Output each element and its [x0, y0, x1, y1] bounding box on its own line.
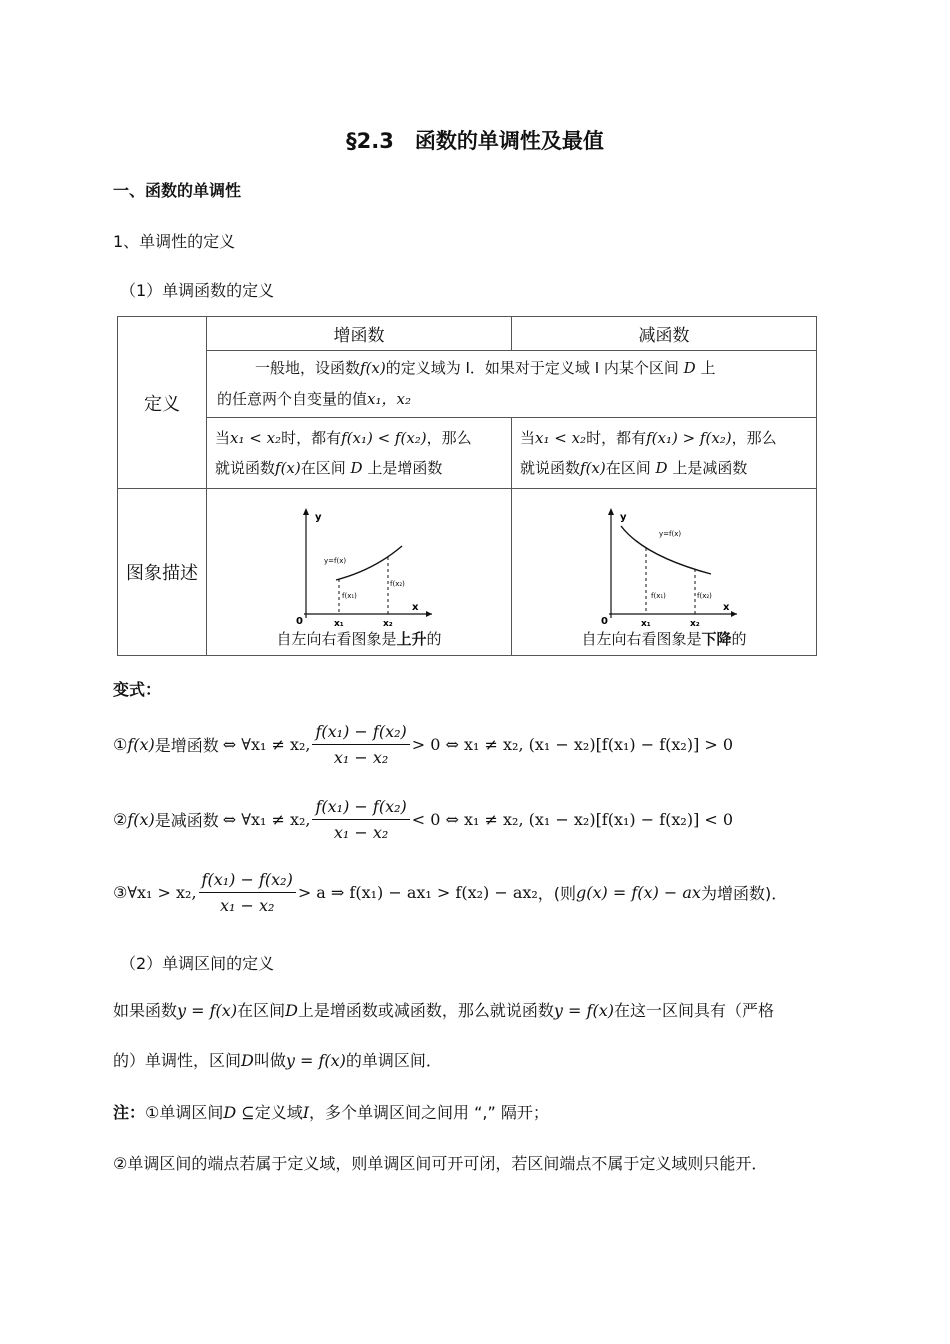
variant-formula-2: ② f(x) 是减函数 ⇔ ∀x₁ ≠ x₂, $\frac{\text{f(x₁) − f(x₂)}}{\text{x₁ − x₂}}$ < 0 ⇔ x₁ ≠ x₂, (x₁ − x₂)[f(x₁) − f(x₂)] < 0 — [113, 797, 734, 842]
y-axis-arrow — [608, 508, 614, 515]
x1-label: x₁ — [641, 618, 651, 626]
variant-formula-3: ③ ∀x₁ > x₂, $\frac{\text{f(x₁) − f(x₂)}}{\text{x₁ − x₂}}$ > a ⇒ f(x₁) − ax₁ > f(x₂) − ax₂ ，(则 g(x) = f(x) − ax 为增函数)． — [113, 870, 788, 915]
interval-definition-line-2: 的）单调性，区间D叫做y = f(x)的单调区间． — [113, 1051, 442, 1070]
x-label: x — [412, 601, 419, 613]
y-label: y — [315, 511, 322, 523]
variants-label: 变式： — [113, 680, 162, 699]
origin-label: 0 — [601, 615, 608, 626]
x-label: x — [723, 601, 730, 613]
col-header-decreasing: 减函数 — [512, 317, 817, 351]
fx1-label: f(x₁) — [342, 591, 357, 600]
interval-definition-line-1: 如果函数y = f(x)在区间D上是增函数或减函数，那么就说函数y = f(x)在这一区间具有（严格 — [113, 1001, 774, 1020]
x2-label: x₂ — [383, 618, 393, 626]
note-line-2: ②单调区间的端点若属于定义域，则单调区间可开可闭，若区间端点不属于定义域则只能开． — [113, 1154, 768, 1173]
fx2-label: f(x₂) — [390, 579, 405, 588]
decreasing-graph-cell — [512, 489, 817, 656]
decreasing-graph — [589, 506, 739, 626]
note-line-1: 注：①单调区间D ⊆定义域I，多个单调区间之间用 “,” 隔开； — [113, 1103, 549, 1122]
row-label-definition: 定义 — [118, 317, 207, 489]
page-title: §2.3 函数的单调性及最值 — [346, 129, 604, 153]
y-axis-arrow — [303, 508, 309, 515]
y-label: y — [620, 511, 627, 523]
decreasing-caption: 自左向右看图象是下降的 — [581, 629, 747, 648]
monotonic-definition-table — [117, 316, 817, 656]
section-heading: 一、函数的单调性 — [113, 181, 242, 200]
fx1-label: f(x₁) — [651, 591, 666, 600]
increasing-graph-cell — [207, 489, 512, 656]
subsubsection-heading-2: （2）单调区间的定义 — [120, 954, 275, 973]
variant-formula-1: ① f(x) 是增函数 ⇔ ∀x₁ ≠ x₂, $\frac{\text{f(x₁) − f(x₂)}}{\text{x₁ − x₂}}$ > 0 ⇔ x₁ ≠ x₂, (x₁ − x₂)[f(x₁) − f(x₂)] > 0 — [113, 722, 734, 767]
curve-label: y=f(x) — [659, 529, 682, 538]
row-label-graph: 图象描述 — [118, 489, 207, 656]
increasing-caption: 自左向右看图象是上升的 — [276, 629, 442, 648]
subsection-heading: 1、单调性的定义 — [113, 232, 236, 251]
x-axis-arrow — [426, 611, 432, 617]
x2-label: x₂ — [690, 618, 700, 626]
x-axis-arrow — [731, 611, 737, 617]
col-header-increasing: 增函数 — [207, 317, 512, 351]
increasing-graph — [284, 506, 434, 626]
origin-label: 0 — [296, 615, 303, 626]
subsubsection-heading: （1）单调函数的定义 — [120, 281, 275, 300]
general-definition: 一般地，设函数f(x)的定义域为 I．如果对于定义域 I 内某个区间 D 上 的任意两个自变量的值x₁，x₂ — [207, 351, 817, 418]
fx2-label: f(x₂) — [697, 591, 712, 600]
x1-label: x₁ — [334, 618, 344, 626]
increasing-condition: 当x₁ < x₂时，都有f(x₁) < f(x₂)，那么 就说函数f(x)在区间 D 上是增函数 — [207, 418, 512, 489]
decreasing-condition: 当x₁ < x₂时，都有f(x₁) > f(x₂)，那么 就说函数f(x)在区间 D 上是减函数 — [512, 418, 817, 489]
curve-label: y=f(x) — [324, 556, 347, 565]
